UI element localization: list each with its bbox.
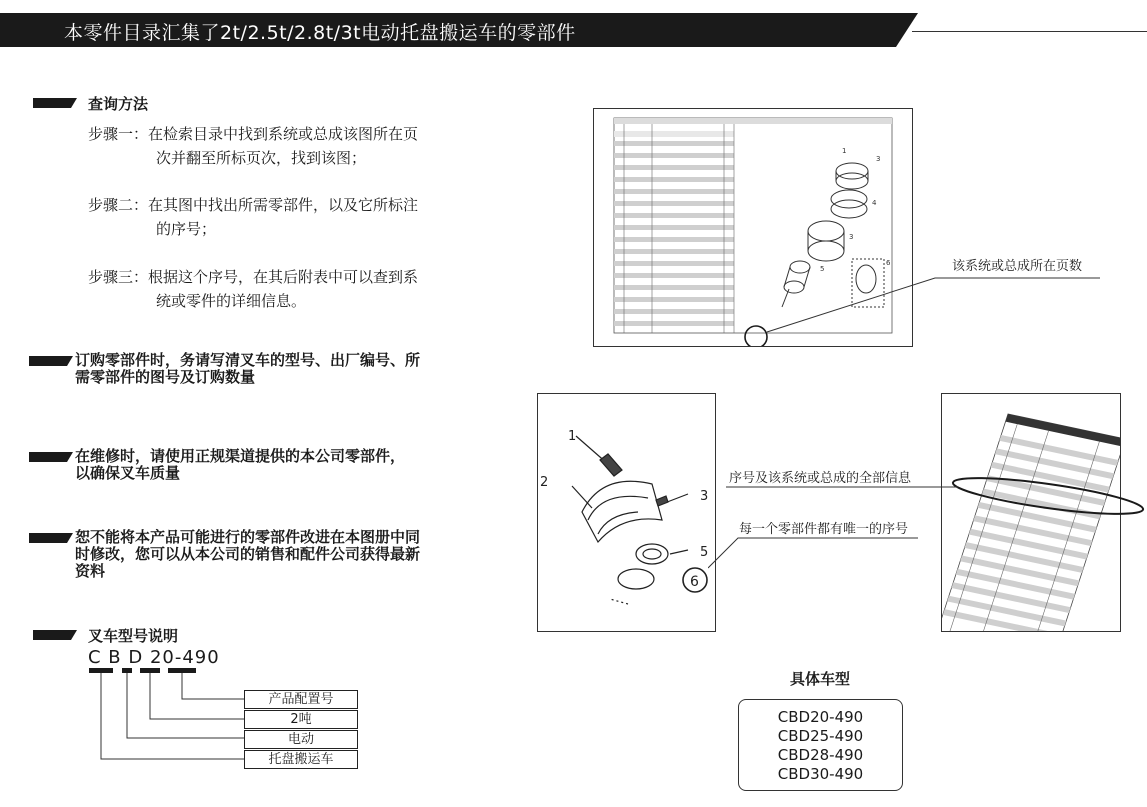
page-callout-line [755,266,1105,336]
part-label-3: 3 [700,489,709,504]
note-maintenance-line1: 在维修时，请使用正规渠道提供的本公司零部件， [75,447,406,465]
models-box [738,699,903,791]
info-callout-label: 序号及该系统或总成的全部信息 [729,471,912,486]
legend-pallet-truck: 托盘搬运车 [244,750,358,769]
legend-config-number: 产品配置号 [244,690,358,709]
model-code: C B D 20-490 [88,647,220,668]
model-explain-title: 叉车型号说明 [88,627,179,645]
note-ordering-line1: 订购零部件时，务请写清叉车的型号、出厂编号、所 [75,351,421,369]
step-1-line1: 步骤一：在检索目录中找到系统或总成该图所在页 [88,125,419,143]
model-item: CBD20-490 [777,708,864,726]
part-label-6: 6 [690,574,699,590]
step-1 [88,122,418,170]
note-improvements-line1: 恕不能将本产品可能进行的零部件改进在本图册中同 [75,528,421,546]
header-banner [0,13,918,47]
svg-text:4: 4 [872,199,877,207]
step-3 [88,265,418,313]
step-2 [88,193,418,241]
svg-text:5: 5 [820,265,825,273]
model-item: CBD28-490 [777,746,864,764]
note-ordering-line2: 需零部件的图号及订购数量 [75,368,256,386]
page-title: 本零件目录汇集了2t/2.5t/2.8t/3t电动托盘搬运车的零部件 [64,22,576,44]
model-legend-lines [85,668,245,768]
svg-text:6: 6 [886,259,891,267]
note-bullet [29,355,73,367]
legend-tonnage: 2吨 [244,710,358,729]
note-bullet [29,532,73,544]
step-2-line1: 步骤二：在其图中找出所需零部件，以及它所标注 [88,196,419,214]
part-label-2: 2 [540,475,549,490]
exploded-parts-drawing [538,394,715,631]
svg-text:3: 3 [876,155,881,163]
models-heading: 具体车型 [790,670,851,688]
note-improvements [75,529,420,580]
note-improvements-line3: 资料 [75,562,106,580]
legend-electric: 电动 [244,730,358,749]
header-rule [912,31,1147,32]
note-ordering [75,352,420,386]
section-bullet [33,97,77,109]
svg-text:1: 1 [842,147,847,155]
model-item: CBD30-490 [777,765,864,783]
note-improvements-line2: 时修改，您可以从本公司的销售和配件公司获得最新 [75,545,421,563]
svg-text:3: 3 [849,233,854,241]
note-bullet [29,451,73,463]
page-callout-label: 该系统或总成所在页数 [952,259,1083,274]
part-label-5: 5 [700,545,709,560]
note-maintenance [75,448,405,482]
note-maintenance-line2: 以确保叉车质量 [75,464,181,482]
step-1-line2: 次并翻至所标页次，找到该图； [156,149,367,167]
index-callout-label: 每一个零部件都有唯一的序号 [739,522,909,537]
section-bullet [33,629,77,641]
exploded-parts-figure [537,393,716,632]
step-3-line2: 统或零件的详细信息。 [156,292,307,310]
model-item: CBD25-490 [777,727,864,745]
step-3-line1: 步骤三：根据这个序号，在其后附表中可以查到系 [88,268,419,286]
how-to-title: 查询方法 [88,95,149,113]
step-2-line2: 的序号； [156,220,217,238]
part-label-1: 1 [568,429,577,444]
